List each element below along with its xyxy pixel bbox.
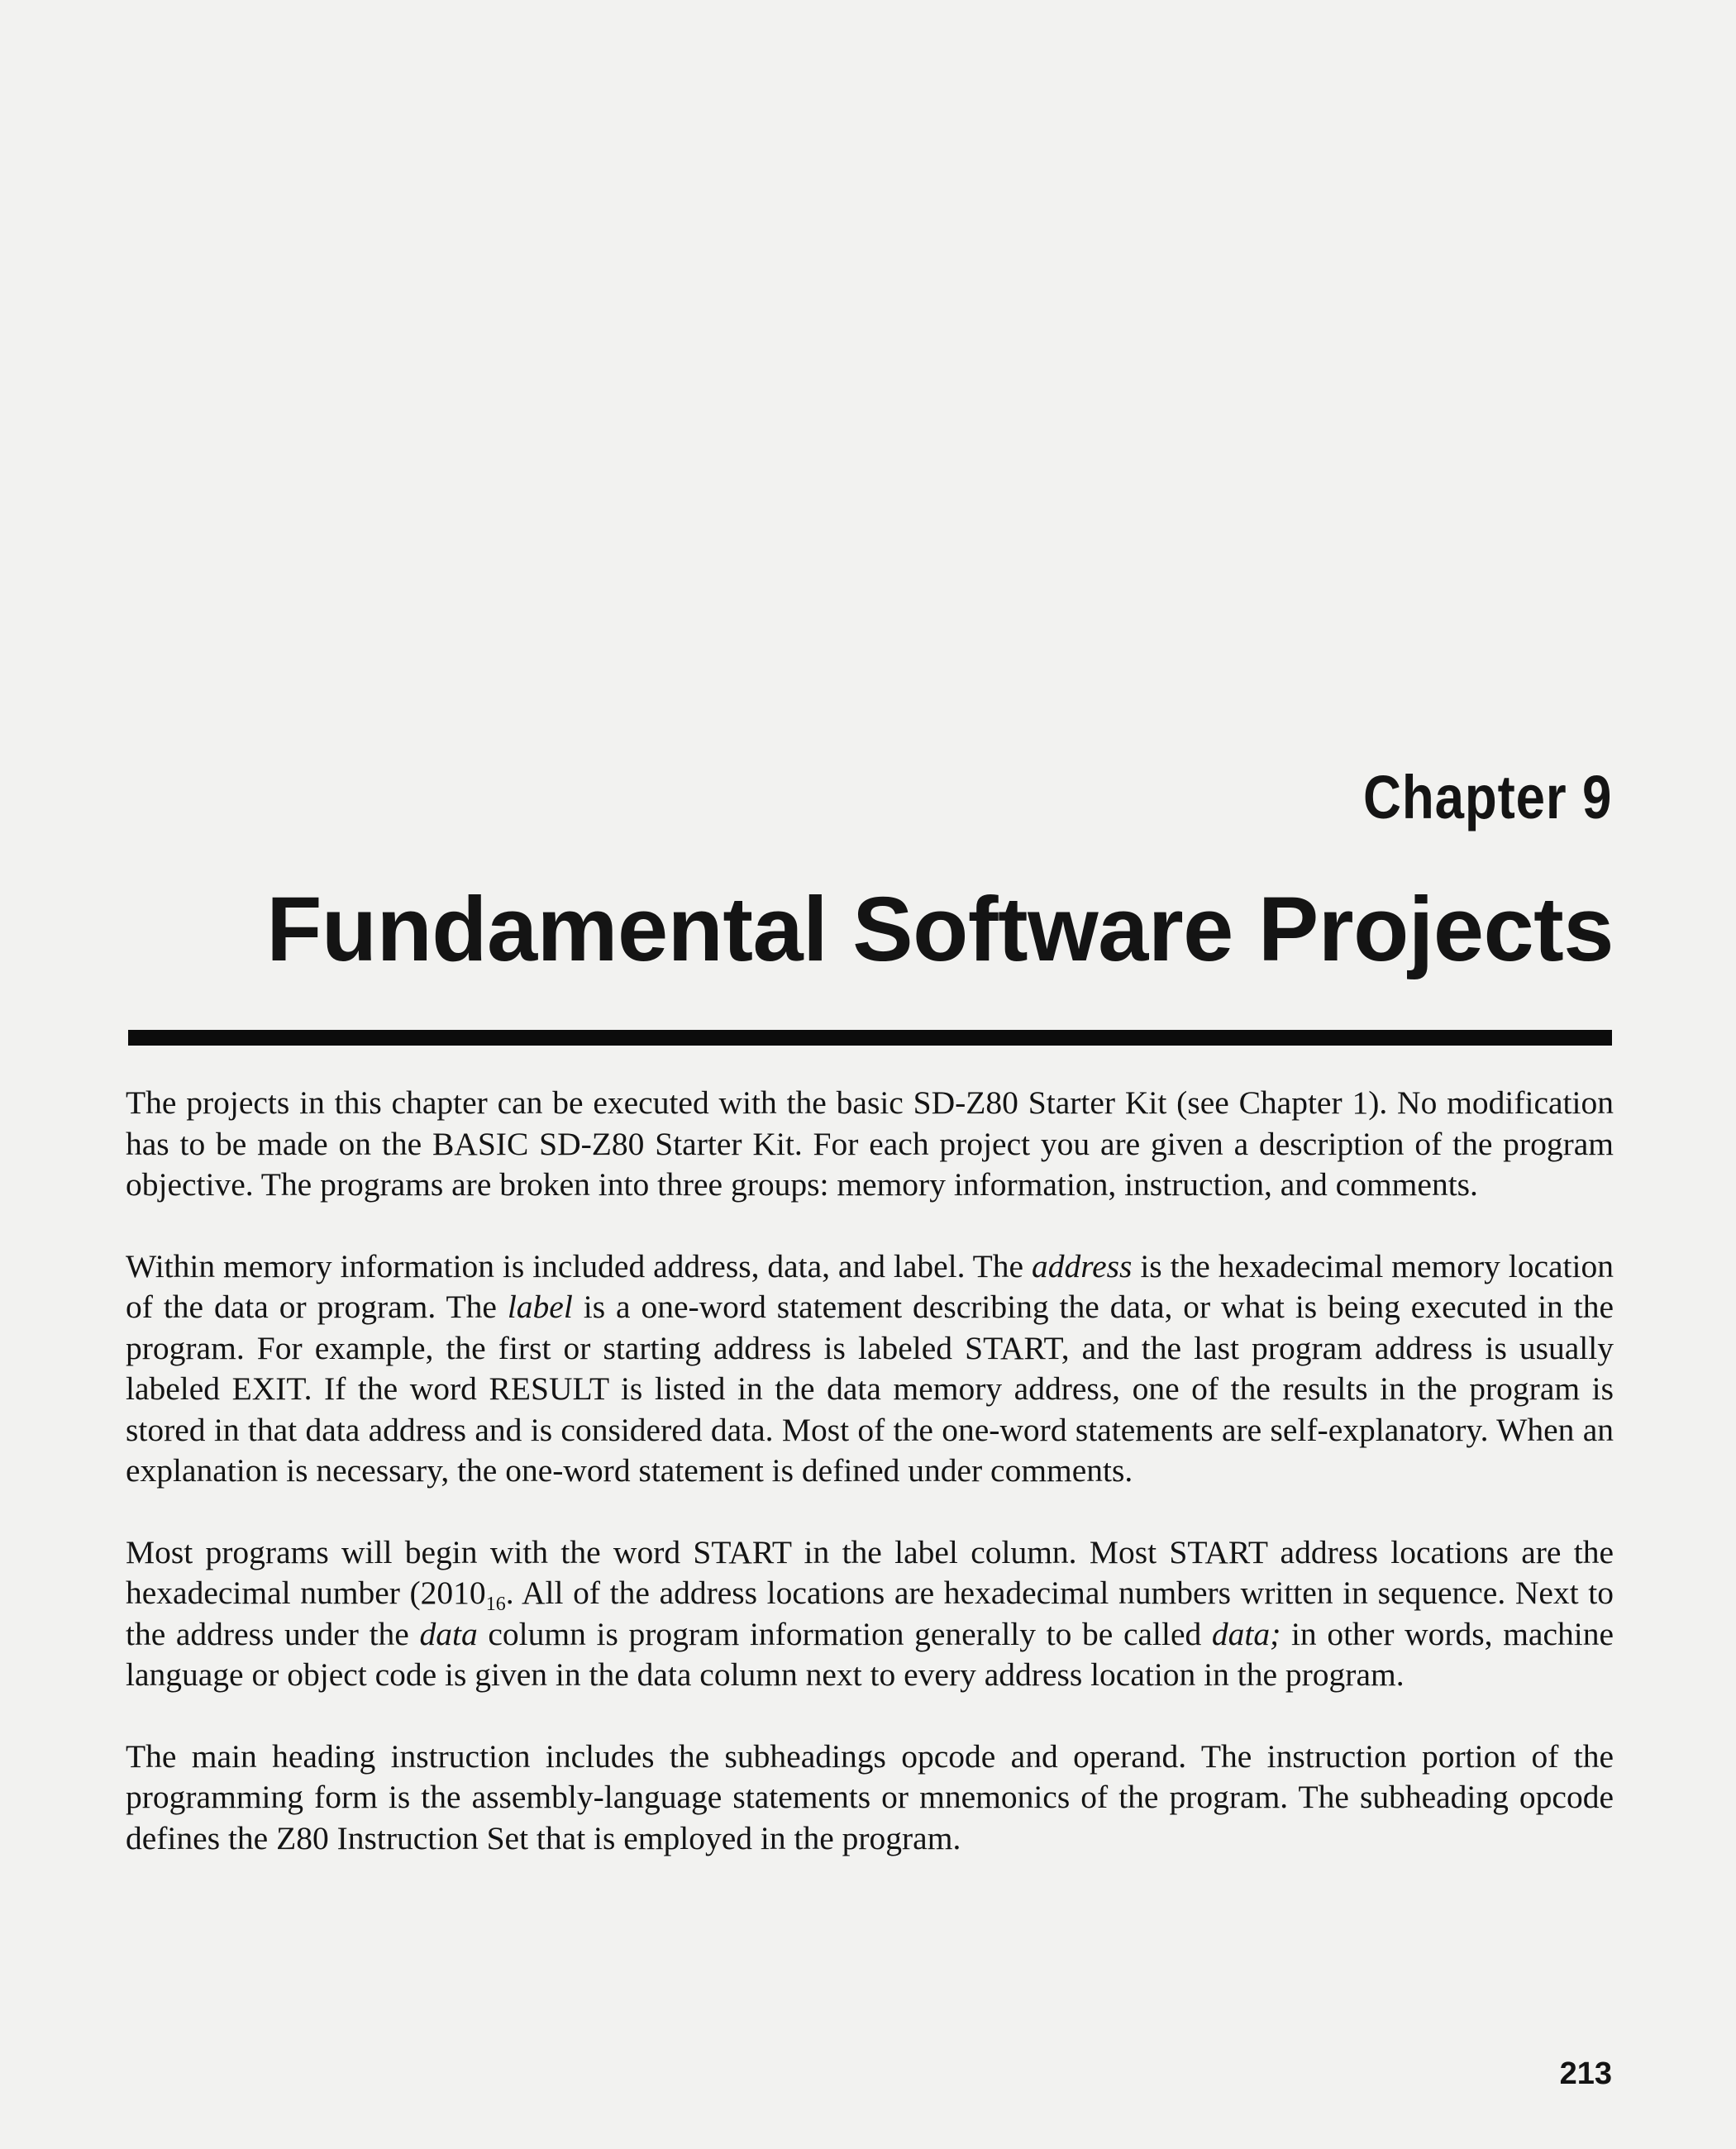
text-run: Within memory information is included address, data, and label. The bbox=[126, 1247, 1032, 1284]
paragraph-start-address bbox=[126, 1532, 1614, 1696]
text-run: . All of the address locations are hexadecimal numbers written in sequence. Next to the address under the bbox=[126, 1575, 1614, 1652]
text-run: is the hexadecimal memory location of the data or program. The bbox=[126, 1247, 1614, 1325]
text-run: is a one-word statement describing the data, or what is being executed in the program. For example, the first or starting address is labeled START, and the last program address is usually labeled EXIT. If the word RESULT is listed in the data memory address, one of the results in the program is stored in that data address and is considered data. Most of the one-word statements are self-explanatory. When an explanation is necessary, the one-word statement is defined under comments. bbox=[126, 1289, 1614, 1489]
term-data-called: data; bbox=[1211, 1615, 1281, 1652]
chapter-label: Chapter 9 bbox=[1362, 763, 1612, 831]
page-number: 213 bbox=[1559, 2056, 1612, 2091]
text-run: in other words, machine language or object code is given in the data column next to every address location in the program. bbox=[126, 1615, 1614, 1693]
term-label: label bbox=[507, 1289, 573, 1325]
title-rule bbox=[128, 1030, 1612, 1046]
body-text bbox=[126, 1083, 1614, 1899]
text-run: Most programs will begin with the word START in the label column. Most START address locations are the hexadecimal number (2010 bbox=[126, 1533, 1614, 1611]
chapter-title: Fundamental Software Projects bbox=[266, 879, 1614, 980]
paragraph-instruction-heading: The main heading instruction includes the subheadings opcode and operand. The instruction portion of the programming form is the assembly-language statements or mnemonics of the program. The subheading opcode defines the Z80 Instruction Set that is employed in the program. bbox=[126, 1737, 1614, 1856]
term-data: data bbox=[419, 1615, 478, 1652]
text-run: column is program information generally to be called bbox=[477, 1615, 1212, 1652]
base-subscript: 16 bbox=[485, 1594, 506, 1615]
term-address: address bbox=[1031, 1247, 1133, 1284]
paragraph-intro: The projects in this chapter can be executed with the basic SD-Z80 Starter Kit (see Chapter 1). No modification has to be made on the BASIC SD-Z80 Starter Kit. For each project you are given a description of the program objective. The programs are broken into three groups: memory information, instruction, and comments. bbox=[126, 1084, 1614, 1203]
paragraph-memory-information bbox=[126, 1246, 1614, 1492]
